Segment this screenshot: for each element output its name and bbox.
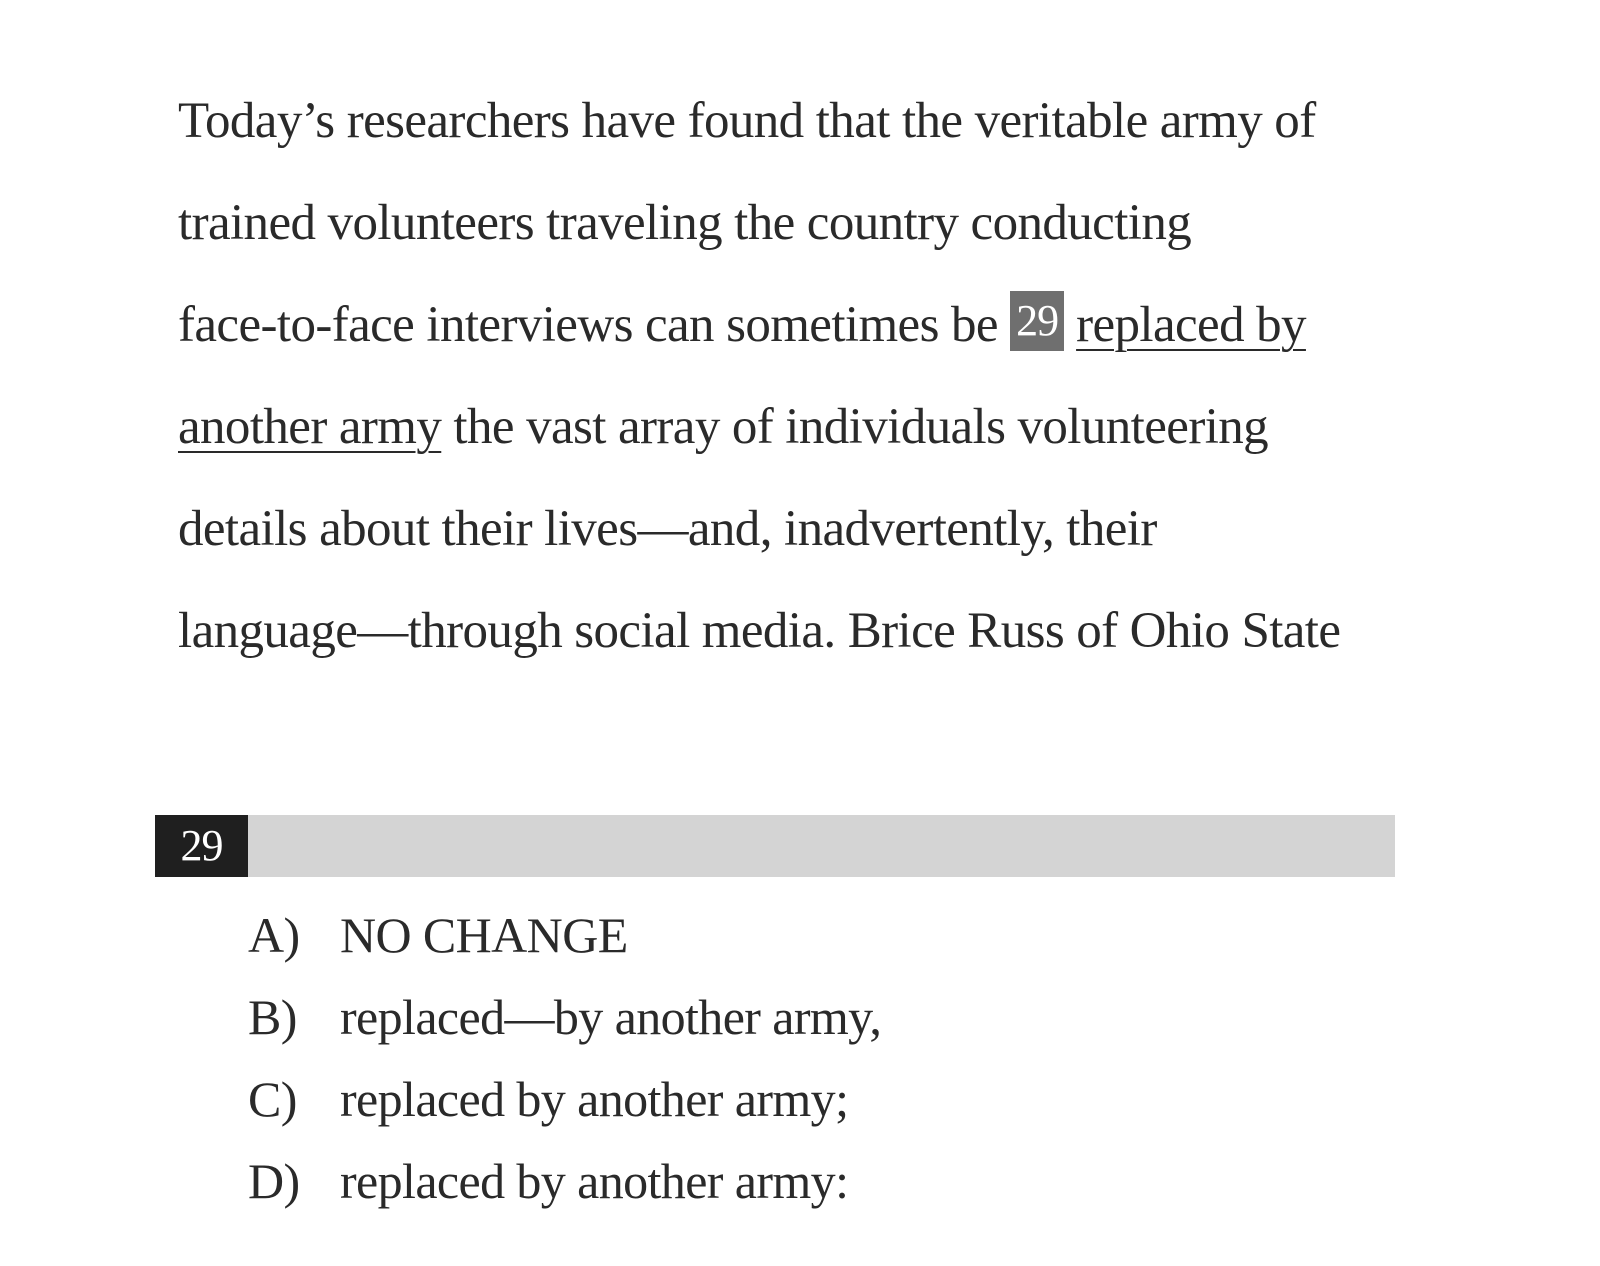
choice-letter: C) <box>248 1071 297 1127</box>
choice-text: NO CHANGE <box>340 907 628 963</box>
underlined-text: another army <box>178 399 442 455</box>
choice-letter: B) <box>248 989 297 1045</box>
answer-choice-c[interactable] <box>248 1058 881 1140</box>
passage-line: trained volunteers traveling the country conducting <box>178 195 1192 251</box>
answer-choice-b[interactable] <box>248 976 881 1058</box>
underlined-text: replaced by <box>1076 297 1306 353</box>
answer-choice-a[interactable] <box>248 894 881 976</box>
choice-text: replaced by another army; <box>340 1071 849 1127</box>
question-header-bar <box>155 815 1395 877</box>
answer-choice-d[interactable] <box>248 1140 881 1222</box>
inline-question-number: 29 <box>1010 291 1064 351</box>
passage-line: Today’s researchers have found that the veritable army of <box>178 93 1316 149</box>
passage-text: face-to-face interviews can sometimes be <box>178 297 1011 353</box>
passage-line: details about their lives—and, inadvertently, their <box>178 501 1157 557</box>
passage-line <box>178 376 1478 478</box>
choice-letter: A) <box>248 907 300 963</box>
choice-text: replaced—by another army, <box>340 989 882 1045</box>
passage-line: language—through social media. Brice Russ of Ohio State <box>178 603 1341 659</box>
choice-text: replaced by another army: <box>340 1153 849 1209</box>
question-number: 29 <box>155 815 248 877</box>
passage-text: the vast array of individuals volunteering <box>441 399 1269 455</box>
answer-choices <box>248 894 881 1222</box>
passage-line <box>178 274 1478 376</box>
passage <box>178 70 1478 682</box>
choice-letter: D) <box>248 1153 300 1209</box>
